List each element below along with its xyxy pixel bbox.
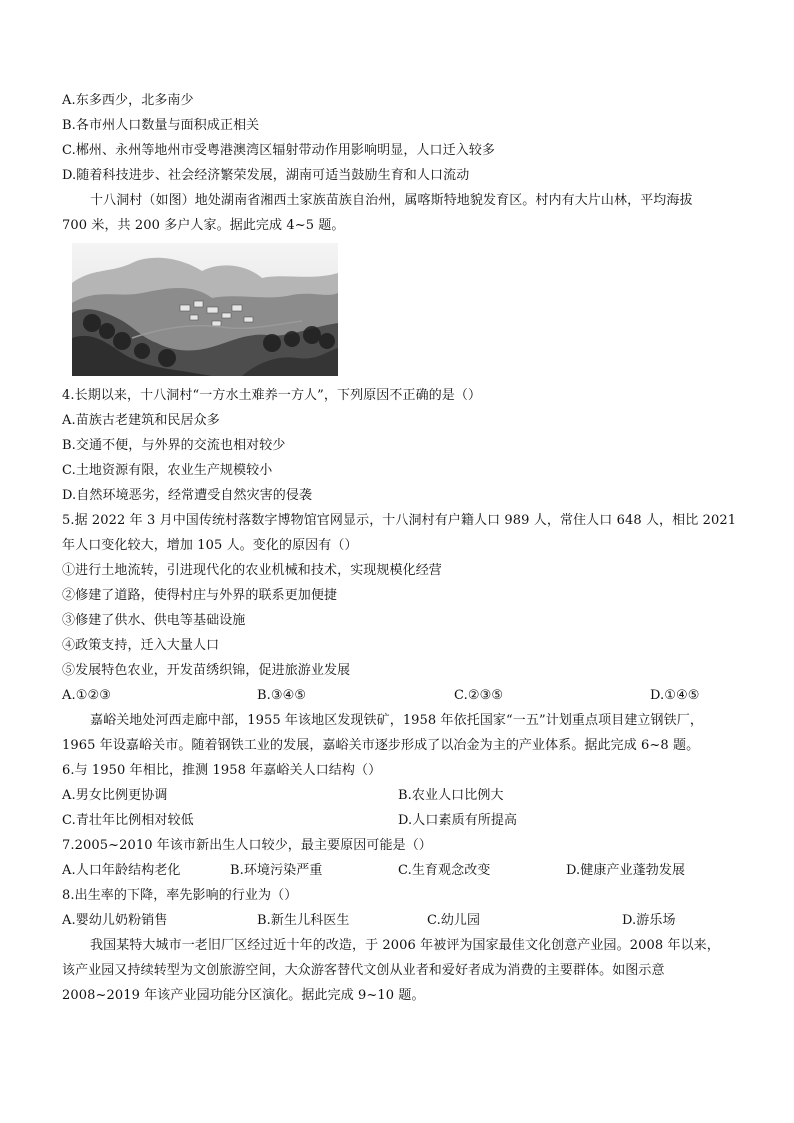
village-passage-line-2: 700 米，共 200 多户人家。据此完成 4~5 题。: [62, 218, 345, 233]
q4-option-b: B.交通不便，与外界的交流也相对较少: [62, 438, 286, 453]
q6-option-d: D.人口素质有所提高: [398, 813, 518, 828]
q5-stem-line-1: 5.据 2022 年 3 月中国传统村落数字博物馆官网显示，十八洞村有户籍人口 989 人，常住人口 648 人，相比 2021: [62, 513, 737, 528]
q8-option-c: C.幼儿园: [427, 913, 481, 928]
q4-option-c: C.土地资源有限，农业生产规模较小: [62, 463, 273, 478]
q5-statement-2: ②修建了道路，使得村庄与外界的联系更加便捷: [62, 588, 338, 603]
village-passage-line-1: 十八洞村（如图）地处湖南省湘西土家族苗族自治州，属喀斯特地貌发育区。村内有大片山林，平均海拔: [90, 193, 693, 208]
q4-option-d: D.自然环境恶劣，经常遭受自然灾害的侵袭: [62, 488, 313, 503]
park-passage-line-1: 我国某特大城市一老旧厂区经过近十年的改造，于 2006 年被评为国家最佳文化创意产业园。2008 年以来，: [90, 938, 720, 953]
q8-stem: 8.出生率的下降，率先影响的行业为（）: [62, 888, 298, 903]
q7-stem: 7.2005~2010 年该市新出生人口较少，最主要原因可能是（）: [62, 838, 432, 853]
q4-stem: 4.长期以来，十八洞村“一方水土难养一方人”，下列原因不正确的是（）: [62, 388, 482, 403]
q5-option-c: C.②③⑤: [454, 688, 504, 703]
q8-option-b: B.新生儿科医生: [257, 913, 350, 928]
q8-option-d: D.游乐场: [622, 913, 676, 928]
q5-option-d: D.①④⑤: [650, 688, 700, 703]
q6-stem: 6.与 1950 年相比，推测 1958 年嘉峪关人口结构（）: [62, 763, 382, 778]
jiayuguan-passage-line-1: 嘉峪关地处河西走廊中部，1955 年该地区发现铁矿，1958 年依托国家“一五”计划重点项目建立钢铁厂，: [90, 713, 703, 728]
q5-statement-3: ③修建了供水、供电等基础设施: [62, 613, 246, 628]
q5-stem-line-2: 年人口变化较大，增加 105 人。变化的原因有（）: [62, 538, 358, 553]
q5-option-b: B.③④⑤: [257, 688, 307, 703]
q6-option-c: C.青壮年比例相对较低: [62, 813, 194, 828]
q5-option-a: A.①②③: [62, 688, 111, 703]
q5-statement-5: ⑤发展特色农业，开发苗绣织锦，促进旅游业发展: [62, 663, 351, 678]
q6-option-b: B.农业人口比例大: [398, 788, 504, 803]
q7-option-a: A.人口年龄结构老化: [62, 863, 181, 878]
q6-option-a: A.男女比例更协调: [62, 788, 168, 803]
q8-option-a: A.婴幼儿奶粉销售: [62, 913, 168, 928]
village-photo: [72, 243, 338, 376]
q4-option-a: A.苗族古老建筑和民居众多: [62, 413, 220, 428]
q5-statement-4: ④政策支持，迁入大量人口: [62, 638, 220, 653]
q5-statement-1: ①进行土地流转，引进现代化的农业机械和技术，实现规模化经营: [62, 563, 442, 578]
q7-option-b: B.环境污染严重: [230, 863, 323, 878]
q7-option-d: D.健康产业蓬勃发展: [566, 863, 686, 878]
q3-option-b: B.各市州人口数量与面积成正相关: [62, 118, 260, 133]
q3-option-c: C.郴州、永州等地州市受粤港澳湾区辐射带动作用影响明显，人口迁入较多: [62, 143, 496, 158]
q3-option-d: D.随着科技进步、社会经济繁荣发展，湖南可适当鼓励生育和人口流动: [62, 168, 470, 183]
q7-option-c: C.生育观念改变: [398, 863, 491, 878]
park-passage-line-2: 该产业园又持续转型为文创旅游空间，大众游客替代文创从业者和爱好者成为消费的主要群体。如图示意: [62, 963, 665, 978]
park-passage-line-3: 2008~2019 年该产业园功能分区演化。据此完成 9~10 题。: [62, 988, 425, 1003]
q3-option-a: A.东多西少，北多南少: [62, 93, 194, 108]
jiayuguan-passage-line-2: 1965 年设嘉峪关市。随着钢铁工业的发展，嘉峪关市逐步形成了以冶金为主的产业体系。据此完成 6~8 题。: [62, 738, 700, 753]
